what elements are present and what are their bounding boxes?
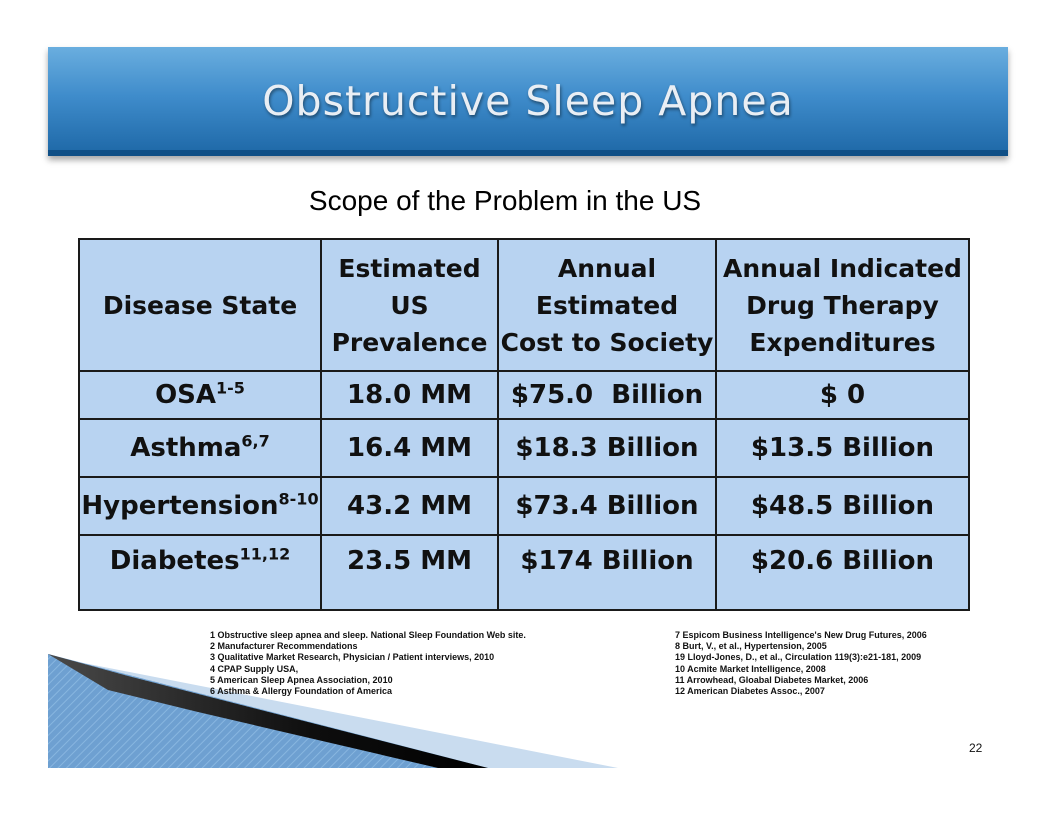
drug-cell: $20.6 Billion	[716, 535, 969, 610]
prevalence-cell: 43.2 MM	[321, 477, 498, 535]
prevalence-cell: 18.0 MM	[321, 371, 498, 419]
disease-cell: Diabetes$^{11,12}$	[79, 535, 321, 610]
header-disease-state: Disease State	[79, 239, 321, 371]
references-right	[675, 630, 927, 697]
cost-cell: $75.0 Billion	[498, 371, 716, 419]
table-row	[79, 371, 969, 419]
reference-item: 5 American Sleep Apnea Association, 2010	[210, 674, 393, 685]
prevalence-cell: 16.4 MM	[321, 419, 498, 477]
cost-cell: $18.3 Billion	[498, 419, 716, 477]
prevalence-table	[78, 238, 970, 611]
cost-cell: $73.4 Billion	[498, 477, 716, 535]
table-row	[79, 535, 969, 610]
reference-item: 1 Obstructive sleep apnea and sleep. National Sleep Foundation Web site.	[210, 630, 526, 640]
drug-cell: $13.5 Billion	[716, 419, 969, 477]
reference-item: 8 Burt, V., et al., Hypertension, 2005	[675, 641, 827, 652]
table-header-row	[79, 239, 969, 371]
header-prevalence: Estimated US Prevalence	[321, 239, 498, 371]
header-cost: Annual Estimated Cost to Society	[498, 239, 716, 371]
cost-cell: $174 Billion	[498, 535, 716, 610]
table-row	[79, 477, 969, 535]
page-number: 22	[969, 741, 983, 755]
title-banner	[48, 47, 1008, 156]
reference-item: 11 Arrowhead, Gloabal Diabetes Market, 2006	[675, 674, 869, 685]
disease-cell: OSA$^{1-5}$	[79, 371, 321, 419]
reference-item: 6 Asthma & Allergy Foundation of America	[210, 686, 393, 697]
prevalence-cell: 23.5 MM	[321, 535, 498, 610]
banner-edge	[48, 150, 1008, 156]
reference-item: 12 American Diabetes Assoc., 2007	[675, 686, 825, 697]
drug-cell: $ 0	[716, 371, 969, 419]
table-row	[79, 419, 969, 477]
reference-item: 7 Espicom Business Intelligence's New Drug Futures, 2006	[675, 630, 927, 640]
slide-subtitle: Scope of the Problem in the US	[308, 185, 702, 216]
header-drug-therapy: Annual Indicated Drug Therapy Expenditures	[716, 239, 969, 371]
disease-cell: Hypertension$^{8-10}$	[79, 477, 321, 535]
slide-title: Obstructive Sleep Apnea	[262, 77, 794, 125]
reference-item: 10 Acmite Market Intelligence, 2008	[675, 663, 826, 674]
reference-item: 19 Lloyd-Jones, D., et al., Circulation 119(3):e21-181, 2009	[675, 652, 922, 663]
references-left	[210, 630, 526, 697]
drug-cell: $48.5 Billion	[716, 477, 969, 535]
disease-cell: Asthma$^{6,7}$	[79, 419, 321, 477]
reference-item: 3 Qualitative Market Research, Physician / Patient interviews, 2010	[210, 652, 495, 663]
reference-item: 4 CPAP Supply USA,	[210, 663, 299, 674]
reference-item: 2 Manufacturer Recommendations	[210, 641, 358, 652]
